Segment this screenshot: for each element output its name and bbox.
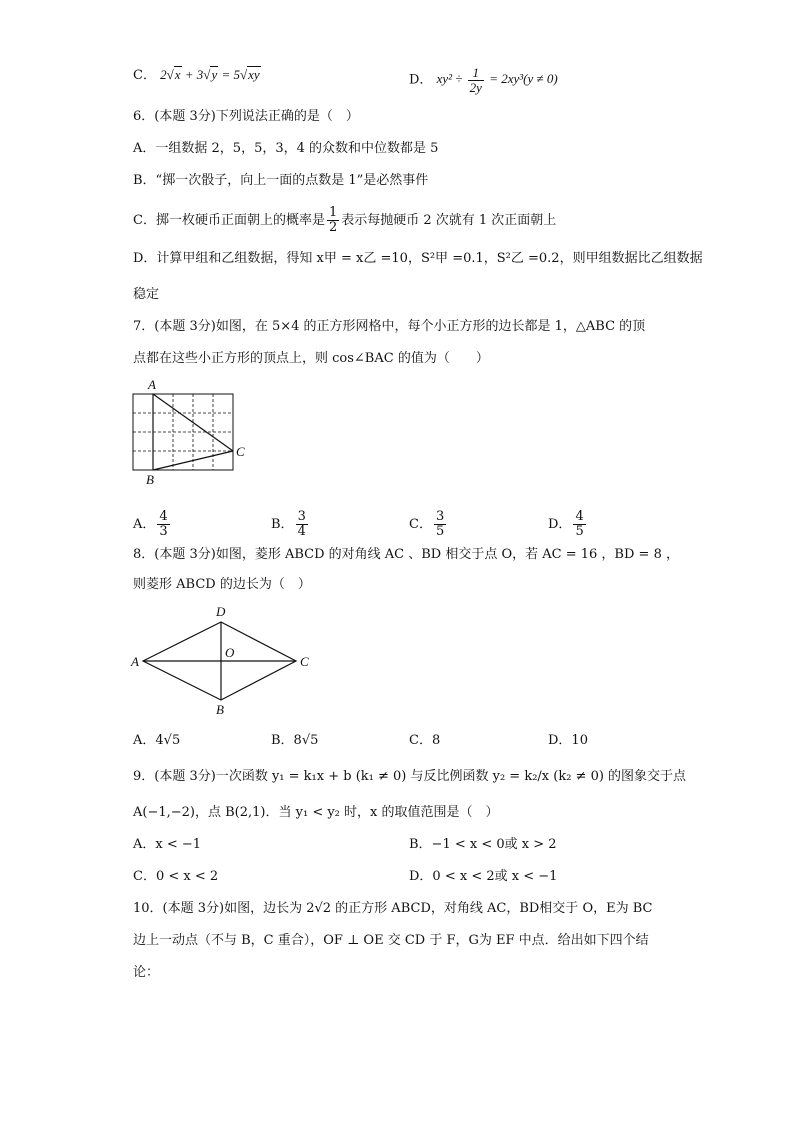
q6-option-b: B．“掷一次骰子，向上一面的点数是 1”是必然事件 [133, 173, 429, 188]
q9-option-a: A．x < −1 [133, 837, 202, 852]
q8-stem-line1: 8．(本题 3分)如图，菱形 ABCD 的对角线 AC 、BD 相交于点 O，若 AC = 16 ，BD = 8 ， [133, 547, 679, 562]
q8-rhombus-figure [128, 604, 318, 723]
q7-option-b: B． $\frac{3}{4}$ [271, 509, 306, 539]
q10-line3: 论： [133, 965, 160, 980]
q8-option-c: C．8 [409, 733, 441, 748]
q7-option-d: D． $\frac{4}{5}$ [548, 509, 584, 539]
q8-label-c: C [300, 654, 309, 669]
q7-label-b: B [146, 472, 154, 487]
q8-label-a: A [131, 654, 139, 669]
q9-option-b: B．−1 < x < 0或 x > 2 [409, 837, 557, 852]
q6-option-d-cont: 稳定 [133, 287, 160, 302]
q7-stem-line1: 7．(本题 3分)如图，在 5×4 的正方形网格中，每个小正方形的边长都是 1，△ABC 的顶 [133, 319, 646, 334]
q7-option-c: C． $\frac{3}{5}$ [409, 509, 445, 539]
q8-label-b: B [216, 702, 224, 717]
q8-stem-line2: 则菱形 ABCD 的边长为（ ） [133, 577, 311, 592]
q8-label-o: O [225, 645, 235, 660]
q7-option-a: A． $\frac{4}{3}$ [133, 509, 168, 539]
q9-stem-line1: 9．(本题 3分)一次函数 y₁ = k₁x + b (k₁ ≠ 0) 与反比例函数 y₂ = k₂/x (k₂ ≠ 0) 的图象交于点 [133, 769, 687, 784]
q9-option-c: C．0 < x < 2 [133, 869, 219, 884]
q8-label-d: D [216, 604, 226, 619]
q6-stem: 6．(本题 3分)下列说法正确的是（ ） [133, 109, 359, 124]
q8-option-b: B．8√5 [271, 733, 319, 748]
q5-option-d: D． xy² ÷ $\frac{1}{2y}$ = 2xy³(y ≠ 0) [409, 65, 558, 95]
q5-option-c: C． 2√x + 3√y = 5√xy [133, 67, 260, 83]
q6-option-a: A．一组数据 2，5，5，3，4 的众数和中位数都是 5 [133, 141, 439, 156]
q10-line1: 10．(本题 3分)如图，边长为 2√2 的正方形 ABCD，对角线 AC，BD相交于 O，E为 BC [133, 901, 653, 916]
q6-option-d: D．计算甲组和乙组数据，得知 x甲 = x乙 =10，S²甲 =0.1，S²乙 =0.2，则甲组数据比乙组数据 [133, 251, 703, 266]
q10-line2: 边上一动点（不与 B，C 重合），OF ⊥ OE 交 CD 于 F，G为 EF 中点．给出如下四个结 [133, 933, 649, 948]
q7-label-a: A [148, 377, 156, 392]
q7-label-c: C [236, 444, 245, 459]
q7-grid-figure [128, 374, 258, 493]
q9-stem-line2: A(−1,−2)，点 B(2,1)．当 y₁ < y₂ 时，x 的取值范围是（ ） [133, 805, 499, 820]
q8-option-d: D．10 [548, 733, 588, 748]
q6-option-c: C．掷一枚硬币正面朝上的概率是 $\frac{1}{2}$ 表示每抛硬币 2 次就有 1 次正面朝上 [133, 205, 557, 235]
q8-option-a: A．4√5 [133, 733, 181, 748]
q7-stem-line2: 点都在这些小正方形的顶点上，则 cos∠BAC 的值为（ ） [133, 351, 489, 366]
q9-option-d: D．0 < x < 2或 x < −1 [409, 869, 558, 884]
